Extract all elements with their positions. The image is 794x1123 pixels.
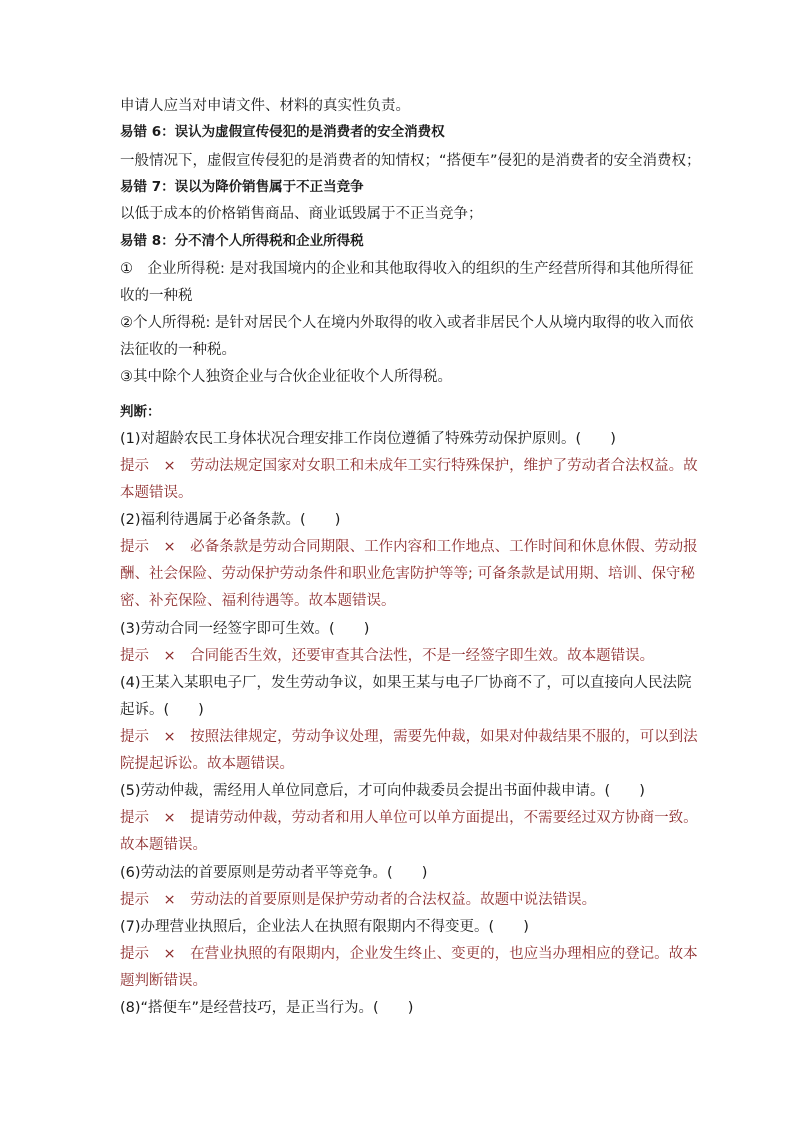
answer-1: 本题错误。 xyxy=(120,485,193,501)
body-text: 以低于成本的价格销售商品、商业诋毁属于不正当竞争； xyxy=(120,206,483,222)
answer-2: 密、补充保险、福利待遇等。故本题错误。 xyxy=(120,593,396,609)
question-5: (5)劳动仲裁，需经用人单位同意后，才可向仲裁委员会提出书面仲裁申请。( ) xyxy=(120,783,645,799)
error-heading-7: 易错 7：误以为降价销售属于不正当竞争 xyxy=(120,179,364,195)
error-heading-8: 易错 8：分不清个人所得税和企业所得税 xyxy=(120,233,364,249)
body-text: 一般情况下，虚假宣传侵犯的是消费者的知情权；“搭便车”侵犯的是消费者的安全消费权； xyxy=(120,153,701,169)
answer-5: 提示 × 提请劳动仲裁，劳动者和用人单位可以单方面提出，不需要经过双方协商一致。 xyxy=(120,810,698,826)
answer-2: 提示 × 必备条款是劳动合同期限、工作内容和工作地点、工作时间和休息休假、劳动报 xyxy=(120,539,698,555)
answer-4: 提示 × 按照法律规定，劳动争议处理，需要先仲裁，如果对仲裁结果不服的，可以到法 xyxy=(120,729,698,745)
question-7: (7)办理营业执照后，企业法人在执照有限期内不得变更。( ) xyxy=(120,919,529,935)
body-text: ②个人所得税: 是针对居民个人在境内外取得的收入或者非居民个人从境内取得的收入而依 xyxy=(120,315,694,331)
error-heading-6: 易错 6：误认为虚假宣传侵犯的是消费者的安全消费权 xyxy=(120,124,445,140)
question-4: (4)王某入某职电子厂，发生劳动争议，如果王某与电子厂协商不了，可以直接向人民法院 xyxy=(120,675,692,691)
question-6: (6)劳动法的首要原则是劳动者平等竞争。( ) xyxy=(120,865,428,881)
question-8: (8)“搭便车”是经营技巧，是正当行为。( ) xyxy=(120,1000,414,1016)
question-1: (1)对超龄农民工身体状况合理安排工作岗位遵循了特殊劳动保护原则。( ) xyxy=(120,431,616,447)
answer-7: 题判断错误。 xyxy=(120,973,207,989)
answer-2: 酬、社会保险、劳动保护劳动条件和职业危害防护等等; 可备条款是试用期、培训、保守秘 xyxy=(120,566,695,582)
body-text: ① 企业所得税: 是对我国境内的企业和其他取得收入的组织的生产经营所得和其他所得征 xyxy=(120,261,694,277)
answer-7: 提示 × 在营业执照的有限期内，企业发生终止、变更的，也应当办理相应的登记。故本 xyxy=(120,946,698,962)
question-3: (3)劳动合同一经签字即可生效。( ) xyxy=(120,621,370,637)
answer-3: 提示 × 合同能否生效，还要审查其合法性，不是一经签字即生效。故本题错误。 xyxy=(120,648,655,664)
question-2: (2)福利待遇属于必备条款。( ) xyxy=(120,512,341,528)
answer-5: 故本题错误。 xyxy=(120,837,207,853)
question-4: 起诉。( ) xyxy=(120,702,204,718)
answer-6: 提示 × 劳动法的首要原则是保护劳动者的合法权益。故题中说法错误。 xyxy=(120,892,597,908)
section-title: 判断： xyxy=(120,404,161,420)
answer-4: 院提起诉讼。故本题错误。 xyxy=(120,756,294,772)
body-text: 收的一种税 xyxy=(120,288,193,304)
body-text: ③其中除个人独资企业与合伙企业征收个人所得税。 xyxy=(120,369,452,385)
body-text: 申请人应当对申请文件、材料的真实性负责。 xyxy=(120,98,410,114)
answer-1: 提示 × 劳动法规定国家对女职工和未成年工实行特殊保护，维护了劳动者合法权益。故 xyxy=(120,458,698,474)
body-text: 法征收的一种税。 xyxy=(120,342,236,358)
